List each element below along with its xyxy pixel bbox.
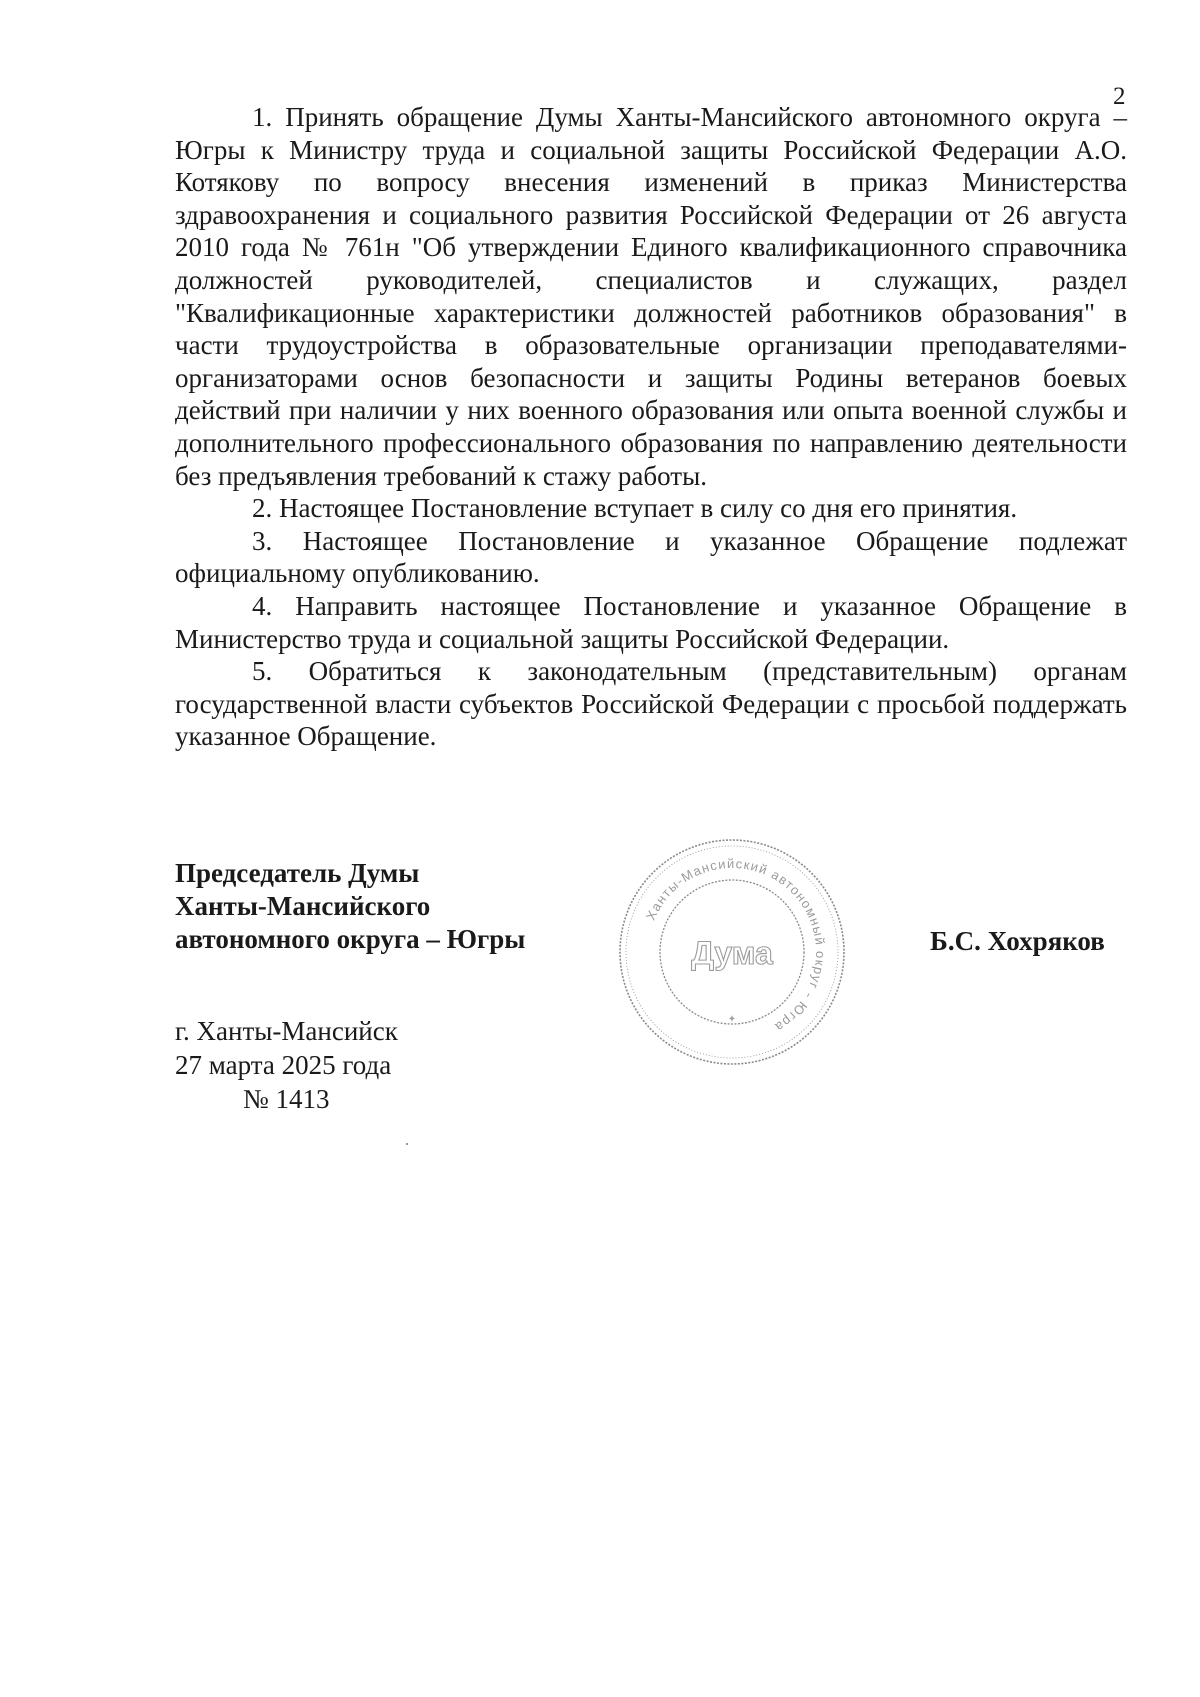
- document-number: № 1413: [243, 1084, 330, 1114]
- paragraph-5: 5. Обратиться к законодательным (представительным) органам государственной власти субъектов Российской Федерации с просьбой поддержать указанное Обращение.: [175, 656, 1127, 752]
- signatory-title-line: Ханты-Мансийского: [175, 891, 431, 921]
- signatory-title-line: Председатель Думы: [175, 858, 420, 888]
- place-date-block: [175, 1014, 398, 1116]
- date: 27 марта 2025 года: [175, 1050, 392, 1080]
- signatory-title: [175, 857, 595, 956]
- signatory-name: Б.С. Хохряков: [930, 926, 1105, 956]
- resolution-body: [175, 101, 1127, 753]
- page-number: 2: [1113, 83, 1126, 110]
- scan-speck: [406, 1143, 408, 1145]
- signatory-title-line: автономного округа – Югры: [175, 924, 526, 954]
- official-seal: [612, 832, 852, 1072]
- seal-ring-text-path: Ханты-Мансийский автономный округ - Югра: [642, 855, 829, 1036]
- seal-star-icon: ✦: [727, 1014, 737, 1025]
- seal-center-text: Дума: [691, 935, 773, 971]
- city: г. Ханты-Мансийск: [175, 1016, 398, 1046]
- paragraph-2: 2. Настоящее Постановление вступает в силу со дня его принятия.: [252, 493, 1018, 524]
- paragraph-3: 3. Настоящее Постановление и указанное Обращение подлежат официальному опубликованию.: [175, 525, 1127, 589]
- paragraph-4: 4. Направить настоящее Постановление и указанное Обращение в Министерство труда и социальной защиты Российской Федерации.: [175, 590, 1127, 654]
- paragraph-1: 1. Принять обращение Думы Ханты-Мансийского автономного округа – Югры к Министру труда и социальной защиты Российской Федерации А.О. Котякову по вопросу внесения изменений в приказ Министерства здравоохранения и социального развития Российской Федерации от 26 августа 2010 года № 761н "Об утверждении Единого квалификационного справочника должностей руководителей, специалистов и служащих, раздел "Квалификационные характеристики должностей работников образования" в части трудоустройства в образовательные организации преподавателями-организаторами основ безопасности и защиты Родины ветеранов боевых действий при наличии у них военного образования или опыта военной службы и дополнительного профессионального образования по направлению деятельности без предъявления требований к стажу работы.: [175, 102, 1127, 491]
